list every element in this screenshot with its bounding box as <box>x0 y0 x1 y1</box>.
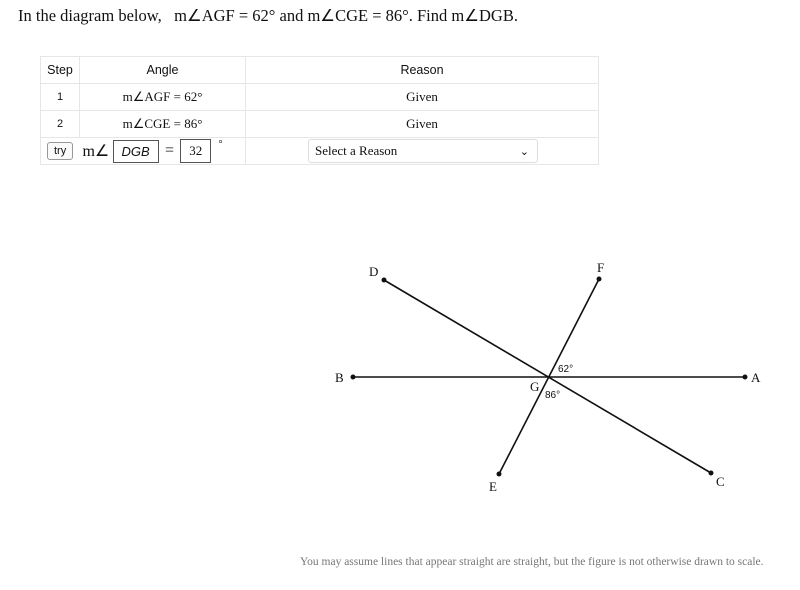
scale-note: You may assume lines that appear straight are straight, but the figure is not otherwise drawn to scale. <box>300 556 764 568</box>
given-angle-agf: m∠AGF = 62° <box>174 6 276 25</box>
angle-prefix: m∠ <box>82 143 110 160</box>
label-a: A <box>751 370 761 385</box>
header-step: Step <box>41 57 80 84</box>
point-c <box>709 471 714 476</box>
step-angle: m∠AGF = 62° <box>80 84 246 111</box>
point-e <box>497 472 502 477</box>
step-number: 2 <box>41 111 80 138</box>
problem-question: Find m∠DGB. <box>417 6 518 25</box>
header-angle: Angle <box>80 57 246 84</box>
label-b: B <box>335 370 344 385</box>
try-button[interactable]: try <box>47 142 73 160</box>
problem-connector: and <box>279 6 304 25</box>
equals-sign: = <box>164 142 174 159</box>
angle-label-62: 62° <box>558 364 574 375</box>
angle-value-input[interactable]: 32 <box>180 139 211 163</box>
problem-intro: In the diagram below, <box>18 6 162 25</box>
header-reason: Reason <box>246 57 599 84</box>
step-angle: m∠CGE = 86° <box>80 111 246 138</box>
chevron-down-icon: ⌄ <box>519 144 529 158</box>
given-angle-cge: m∠CGE = 86°. <box>307 6 413 25</box>
step-reason: Given <box>246 84 599 111</box>
label-f: F <box>597 260 605 275</box>
reason-select-value: Select a Reason <box>315 143 398 158</box>
point-a <box>743 375 748 380</box>
angle-name-input[interactable]: DGB <box>113 140 159 163</box>
step-reason: Given <box>246 111 599 138</box>
label-d: D <box>369 264 379 279</box>
point-b <box>351 375 356 380</box>
point-d <box>382 278 387 283</box>
degree-symbol: ° <box>218 139 223 150</box>
label-c: C <box>716 474 725 489</box>
point-f <box>597 277 602 282</box>
angle-label-86: 86° <box>545 390 561 401</box>
label-e: E <box>489 479 497 494</box>
label-g: G <box>530 379 540 394</box>
step-number: 1 <box>41 84 80 111</box>
